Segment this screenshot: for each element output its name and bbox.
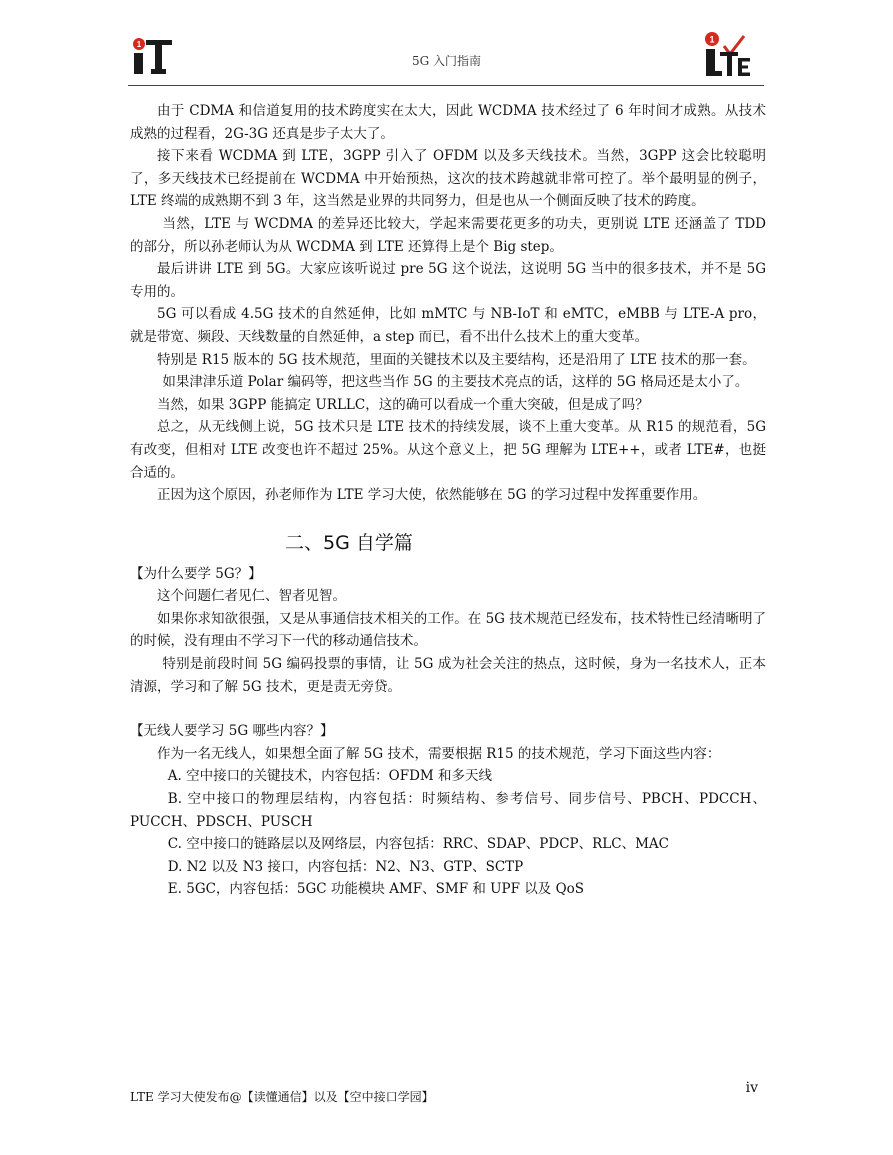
list-item: A. 空中接口的关键技术，内容包括：OFDM 和多天线 xyxy=(167,768,493,785)
paragraph: 接下来看 WCDMA 到 LTE，3GPP 引入了 OFDM 以及多天线技术。当然，3GPP 这会比较聪明了，多天线技术已经提前在 WCDMA 中开始预热，这次的技术跨越就非常可控了。举个最明显的例子，LTE 终端的成熟期不到 3 年，这当然是业界的共同努力，但是也从一个侧面反映了技术的跨度。 xyxy=(130,148,766,210)
list-item: E. 5GC，内容包括：5GC 功能模块 AMF、SMF 和 UPF 以及 QoS xyxy=(167,881,585,898)
subsection-heading: 【无线人要学习 5G 哪些内容？】 xyxy=(130,723,334,740)
paragraph: 正因为这个原因，孙老师作为 LTE 学习大使，依然能够在 5G 的学习过程中发挥重要作用。 xyxy=(157,487,707,504)
svg-text:1: 1 xyxy=(136,40,142,49)
list-item: D. N2 以及 N3 接口，内容包括：N2、N3、GTP、SCTP xyxy=(167,858,524,875)
paragraph: 如果你求知欲很强，又是从事通信技术相关的工作。在 5G 技术规范已经发布，技术特性已经清晰明了的时候，没有理由不学习下一代的移动通信技术。 xyxy=(130,610,766,650)
page-body xyxy=(130,100,766,901)
page-header xyxy=(0,0,893,90)
paragraph: 当然，LTE 与 WCDMA 的差异还比较大，学起来需要花更多的功夫，更别说 LTE 还涵盖了 TDD 的部分，所以孙老师认为从 WCDMA 到 LTE 还算得上是个 Big step。 xyxy=(130,215,766,255)
page-number: iv xyxy=(745,1080,758,1096)
list-item: B. 空中接口的物理层结构，内容包括：时频结构、参考信号、同步信号、PBCH、PDCCH、PUCCH、PDSCH、PUSCH xyxy=(130,791,766,830)
paragraph: 由于 CDMA 和信道复用的技术跨度实在太大，因此 WCDMA 技术经过了 6 年时间才成熟。从技术成熟的过程看，2G-3G 还真是步子太大了。 xyxy=(130,103,766,142)
spacer xyxy=(130,698,766,720)
subsection-heading: 【为什么要学 5G？】 xyxy=(130,565,262,582)
svg-text:1: 1 xyxy=(709,34,715,45)
paragraph: 最后讲讲 LTE 到 5G。大家应该听说过 pre 5G 这个说法，这说明 5G 当中的很多技术，并不是 5G 专用的。 xyxy=(130,261,766,300)
paragraph: 当然，如果 3GPP 能搞定 URLLC，这的确可以看成一个重大突破，但是成了吗？ xyxy=(157,396,649,413)
header-divider xyxy=(128,85,764,86)
paragraph: 5G 可以看成 4.5G 技术的自然延伸，比如 mMTC 与 NB-IoT 和 eMTC，eMBB 与 LTE-A pro，就是带宽、频段、天线数量的自然延伸，a step 而已，看不出什么技术上的重大变革。 xyxy=(130,306,766,345)
list-item: C. 空中接口的链路层以及网络层，内容包括：RRC、SDAP、PDCP、RLC、MAC xyxy=(167,836,669,853)
paragraph: 特别是前段时间 5G 编码投票的事情，让 5G 成为社会关注的热点，这时候，身为一名技术人，正本清源，学习和了解 5G 技术，更是责无旁贷。 xyxy=(130,656,766,695)
lte-logo xyxy=(702,30,758,80)
paragraph: 作为一名无线人，如果想全面了解 5G 技术，需要根据 R15 的技术规范，学习下面这些内容： xyxy=(157,745,721,762)
header-title: 5G 入门指南 xyxy=(411,54,482,68)
page-footer xyxy=(130,1078,766,1118)
paragraph: 总之，从无线侧上说，5G 技术只是 LTE 技术的持续发展，谈不上重大变革。从 R15 的规范看，5G 有改变，但相对 LTE 改变也许不超过 25%。从这个意义上，把 5G 理解为 LTE++，或者 LTE#，也挺合适的。 xyxy=(130,419,766,481)
paragraph: 如果津津乐道 Polar 编码等，把这些当作 5G 的主要技术亮点的话，这样的 5G 格局还是太小了。 xyxy=(162,374,749,391)
paragraph: 这个问题仁者见仁、智者见智。 xyxy=(157,588,346,605)
paragraph: 特别是 R15 版本的 5G 技术规范，里面的关键技术以及主要结构，还是沿用了 LTE 技术的那一套。 xyxy=(157,351,756,368)
section-heading: 二、5G 自学篇 xyxy=(285,531,413,554)
footer-credit: LTE 学习大使发布@【读懂通信】以及【空中接口学园】 xyxy=(130,1090,434,1104)
